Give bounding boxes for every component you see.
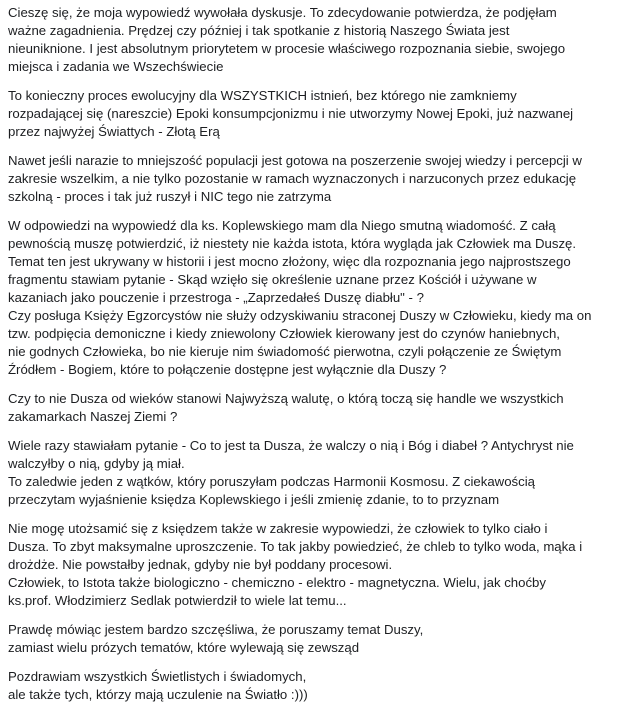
post-paragraph <box>8 390 612 426</box>
post-paragraph <box>8 4 612 76</box>
post-text-line: ważne zagadnienia. Prędzej czy później i tak spotkanie z historią Naszego Świata jest <box>8 23 510 38</box>
post-paragraph <box>8 87 612 141</box>
post-text-line: Prawdę mówiąc jestem bardzo szczęśliwa, że poruszamy temat Duszy, <box>8 622 424 637</box>
post-text-line: Nie mogę utożsamić się z księdzem także w zakresie wypowiedzi, że człowiek to tylko ciało i <box>8 521 548 536</box>
post-text-line: przez najwyżej Świattych - Złotą Erą <box>8 124 220 139</box>
post-text-line: To zaledwie jeden z wątków, który poruszyłam podczas Harmonii Kosmosu. Z ciekawością <box>8 474 535 489</box>
post-text-line: przeczytam wyjaśnienie księdza Koplewskiego i jeśli zmienię zdanie, to to przyznam <box>8 492 500 507</box>
post-text-line: W odpowiedzi na wypowiedź dla ks. Koplewskiego mam dla Niego smutną wiadomość. Z całą <box>8 218 556 233</box>
post-text-line: Wiele razy stawiałam pytanie - Co to jest ta Dusza, że walczy o nią i Bóg i diabeł ? Antychryst nie <box>8 438 574 453</box>
post-text-line: rozpadającej się (nareszcie) Epoki konsumpcjonizmu i nie utworzymy Nowej Epoki, już nazwanej <box>8 106 574 121</box>
post-text-line: Czy posługa Księży Egzorcystów nie służy odzyskiwaniu straconej Duszy w Człowieku, kiedy ma on <box>8 308 592 323</box>
post-paragraph <box>8 621 612 657</box>
post-text-line: Czy to nie Dusza od wieków stanowi Najwyższą walutę, o którą toczą się handle we wszystkich <box>8 391 564 406</box>
post-text-line: miejsca i zadania we Wszechświecie <box>8 59 224 74</box>
post-text-line: walczyłby o nią, gdyby ją miał. <box>8 456 185 471</box>
post-paragraph <box>8 152 612 206</box>
post-text-line: kazaniach jako pouczenie i przestroga - „Zaprzedałeś Duszę diabłu" - ? <box>8 290 424 305</box>
post-text-line: szkolną - proces i tak już ruszył i NIC tego nie zatrzyma <box>8 189 332 204</box>
post-text-line: ks.prof. Włodzimierz Sedlak potwierdził to wiele lat temu... <box>8 593 347 608</box>
post-text-line: nie godnych Człowieka, bo nie kieruje nim świadomość pierwotna, czyli połączenie ze Świętym <box>8 344 562 359</box>
post-paragraph <box>8 668 612 704</box>
post-text-line: Nawet jeśli narazie to mniejszość populacji jest gotowa na poszerzenie swojej wiedzy i percepcji w <box>8 153 582 168</box>
post-paragraph <box>8 217 612 379</box>
post-text-line: pewnością muszę potwierdzić, iż niestety nie każda istota, która wygląda jak Człowiek ma Duszę. <box>8 236 577 251</box>
post-text-line: drożdże. Nie powstałby jednak, gdyby nie był poddany procesowi. <box>8 557 393 572</box>
post-paragraph <box>8 520 612 610</box>
post-text-line: Cieszę się, że moja wypowiedź wywołała dyskusje. To zdecydowanie potwierdza, że podjęłam <box>8 5 557 20</box>
post-text-line: Pozdrawiam wszystkich Świetlistych i świadomych, <box>8 669 307 684</box>
post-text-line: nieuniknione. I jest absolutnym priorytetem w procesie właściwego rozpoznania siebie, swojego <box>8 41 566 56</box>
post-text-line: zakresie wszelkim, a nie tylko pozostanie w ramach wyznaczonych i narzuconych przez edukację <box>8 171 577 186</box>
post-text-line: To konieczny proces ewolucyjny dla WSZYSTKICH istnień, bez którego nie zamkniemy <box>8 88 517 103</box>
post-text-line: Źródłem - Bogiem, które to połączenie dostępne jest wyłącznie dla Duszy ? <box>8 362 447 377</box>
post-text-line: fragmentu stawiam pytanie - Skąd wzięło się określenie uznane przez Kościół i używane w <box>8 272 537 287</box>
post-paragraph <box>8 437 612 509</box>
post-text-line: Temat ten jest ukrywany w historii i jest mocno złożony, więc dla rozpoznania jego najprostszego <box>8 254 571 269</box>
post-text-line: ale także tych, którzy mają uczulenie na Światło :))) <box>8 687 308 702</box>
post-text-line: zakamarkach Naszej Ziemi ? <box>8 409 178 424</box>
post-text-line: zamiast wielu prózych tematów, które wylewają się zewsząd <box>8 640 360 655</box>
post-text-line: Dusza. To zbyt maksymalne uproszczenie. To tak jakby powiedzieć, że chleb to tylko woda, mąka i <box>8 539 583 554</box>
post-text-line: tzw. podpięcia demoniczne i kiedy zniewolony Człowiek kierowany jest do czynów haniebnych, <box>8 326 560 341</box>
post-text-line: Człowiek, to Istota także biologiczno - chemiczno - elektro - magnetyczna. Wielu, jak choćby <box>8 575 546 590</box>
